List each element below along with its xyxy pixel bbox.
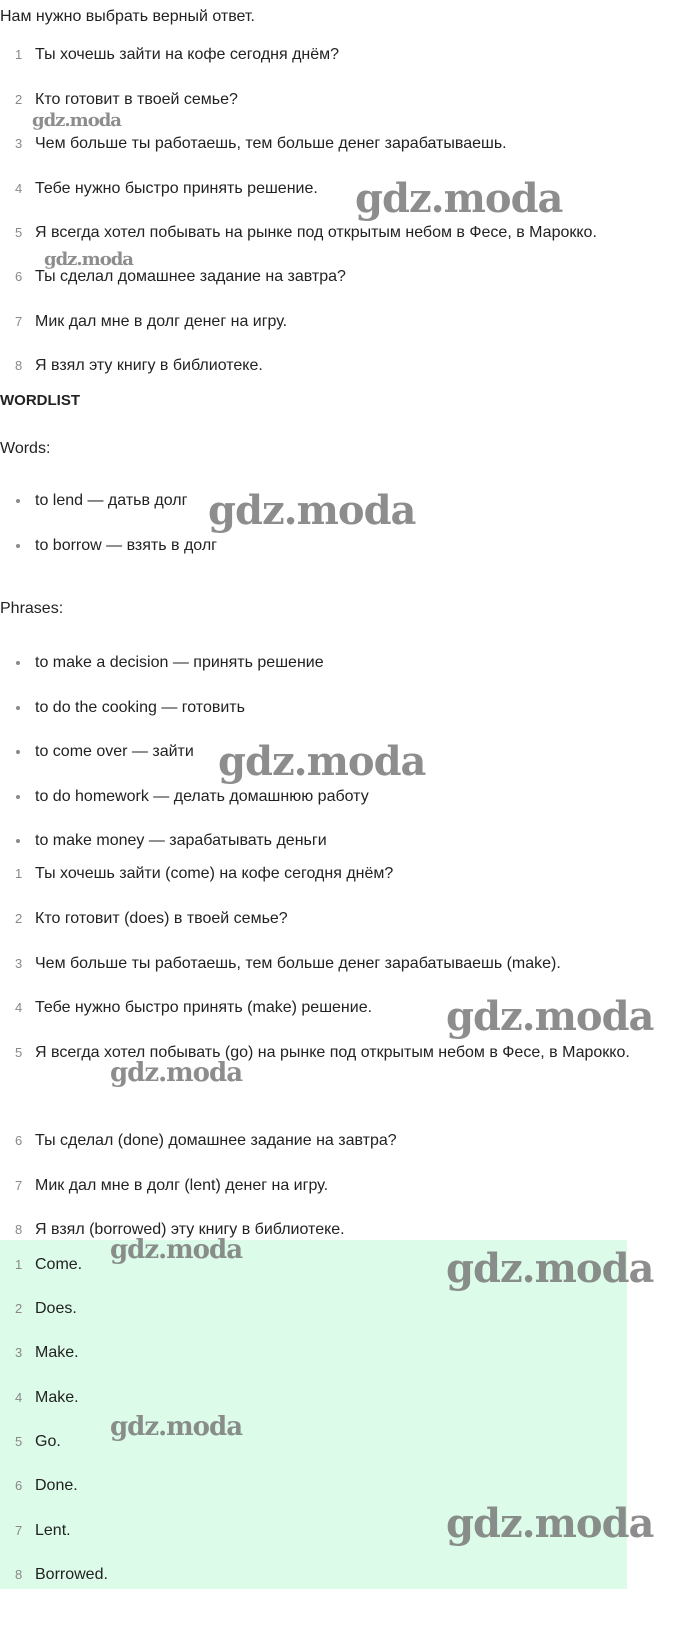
item-number: 7	[15, 1523, 23, 1538]
bullet-icon	[16, 839, 20, 843]
bullet-icon	[16, 706, 20, 710]
item-text: Мик дал мне в долг денег на игру.	[35, 313, 288, 330]
item-text: Тебе нужно быстро принять решение.	[35, 180, 318, 197]
item-text: to come over — зайти	[35, 743, 194, 760]
answers-panel	[0, 1240, 627, 1589]
item-text: Кто готовит (does) в твоей семье?	[35, 910, 288, 927]
item-number: 1	[15, 1257, 23, 1272]
item-text: to lend — датьв долг	[35, 492, 188, 509]
watermark-logo: gdz.moda	[446, 1245, 654, 1292]
item-number: 7	[15, 1178, 23, 1193]
item-number: 8	[15, 1567, 23, 1582]
item-number: 8	[15, 1222, 23, 1237]
item-text: Ты хочешь зайти (come) на кофе сегодня днём?	[35, 865, 394, 882]
item-number: 1	[15, 866, 23, 881]
item-text: Тебе нужно быстро принять (make) решение.	[35, 999, 373, 1016]
item-number: 6	[15, 1133, 23, 1148]
item-text: Lent.	[35, 1522, 71, 1539]
item-text: to do homework — делать домашнюю работу	[35, 788, 369, 805]
item-text: Make.	[35, 1389, 79, 1406]
item-text: Кто готовит в твоей семье?	[35, 91, 238, 108]
item-text: to make a decision — принять решение	[35, 654, 324, 671]
wordlist-heading: WORDLIST	[0, 392, 80, 409]
item-number: 6	[15, 1478, 23, 1493]
phrases-label: Phrases:	[0, 600, 64, 617]
item-number: 6	[15, 269, 23, 284]
bullet-icon	[16, 795, 20, 799]
item-text: Borrowed.	[35, 1566, 108, 1583]
item-number: 3	[15, 956, 23, 971]
item-number: 1	[15, 47, 23, 62]
watermark-logo: gdz.moda	[110, 1412, 243, 1442]
item-text: Я всегда хотел побывать (go) на рынке под открытым небом в Фесе, в Марокко.	[35, 1044, 630, 1061]
watermark-logo: gdz.moda	[355, 175, 563, 222]
item-text: Come.	[35, 1256, 83, 1273]
item-number: 2	[15, 92, 23, 107]
watermark-logo: gdz.moda	[110, 1235, 243, 1265]
item-text: Ты хочешь зайти на кофе сегодня днём?	[35, 46, 340, 63]
item-text: to do the cooking — готовить	[35, 699, 245, 716]
item-text: Does.	[35, 1300, 77, 1317]
watermark-logo: gdz.moda	[208, 487, 416, 534]
watermark-logo: gdz.moda	[44, 249, 133, 270]
item-text: Make.	[35, 1344, 79, 1361]
item-number: 3	[15, 136, 23, 151]
item-number: 5	[15, 1045, 23, 1060]
item-text: to borrow — взять в долг	[35, 537, 218, 554]
words-label: Words:	[0, 440, 51, 457]
watermark-logo: gdz.moda	[446, 1500, 654, 1547]
watermark-logo: gdz.moda	[218, 738, 426, 785]
watermark-logo: gdz.moda	[110, 1058, 243, 1088]
bullet-icon	[16, 499, 20, 503]
item-number: 2	[15, 911, 23, 926]
item-number: 4	[15, 1390, 23, 1405]
item-text: Ты сделал домашнее задание на завтра?	[35, 268, 346, 285]
item-number: 4	[15, 181, 23, 196]
item-number: 3	[15, 1345, 23, 1360]
item-text: Я всегда хотел побывать на рынке под открытым небом в Фесе, в Марокко.	[35, 224, 597, 241]
item-text: Done.	[35, 1477, 78, 1494]
item-text: Чем больше ты работаешь, тем больше денег зарабатываешь.	[35, 135, 507, 152]
item-number: 7	[15, 314, 23, 329]
item-text: Чем больше ты работаешь, тем больше денег зарабатываешь (make).	[35, 955, 561, 972]
item-text: Мик дал мне в долг (lent) денег на игру.	[35, 1177, 329, 1194]
item-number: 5	[15, 1434, 23, 1449]
item-number: 8	[15, 358, 23, 373]
bullet-icon	[16, 544, 20, 548]
item-text: Я взял эту книгу в библиотеке.	[35, 357, 263, 374]
item-text: Ты сделал (done) домашнее задание на завтра?	[35, 1132, 397, 1149]
watermark-logo: gdz.moda	[32, 110, 121, 131]
item-text: Go.	[35, 1433, 61, 1450]
item-text: Я взял (borrowed) эту книгу в библиотеке.	[35, 1221, 345, 1238]
bullet-icon	[16, 750, 20, 754]
item-number: 5	[15, 225, 23, 240]
item-number: 4	[15, 1000, 23, 1015]
item-number: 2	[15, 1301, 23, 1316]
item-text: to make money — зарабатывать деньги	[35, 832, 327, 849]
bullet-icon	[16, 661, 20, 665]
intro-text: Нам нужно выбрать верный ответ.	[0, 8, 255, 25]
watermark-logo: gdz.moda	[446, 993, 654, 1040]
